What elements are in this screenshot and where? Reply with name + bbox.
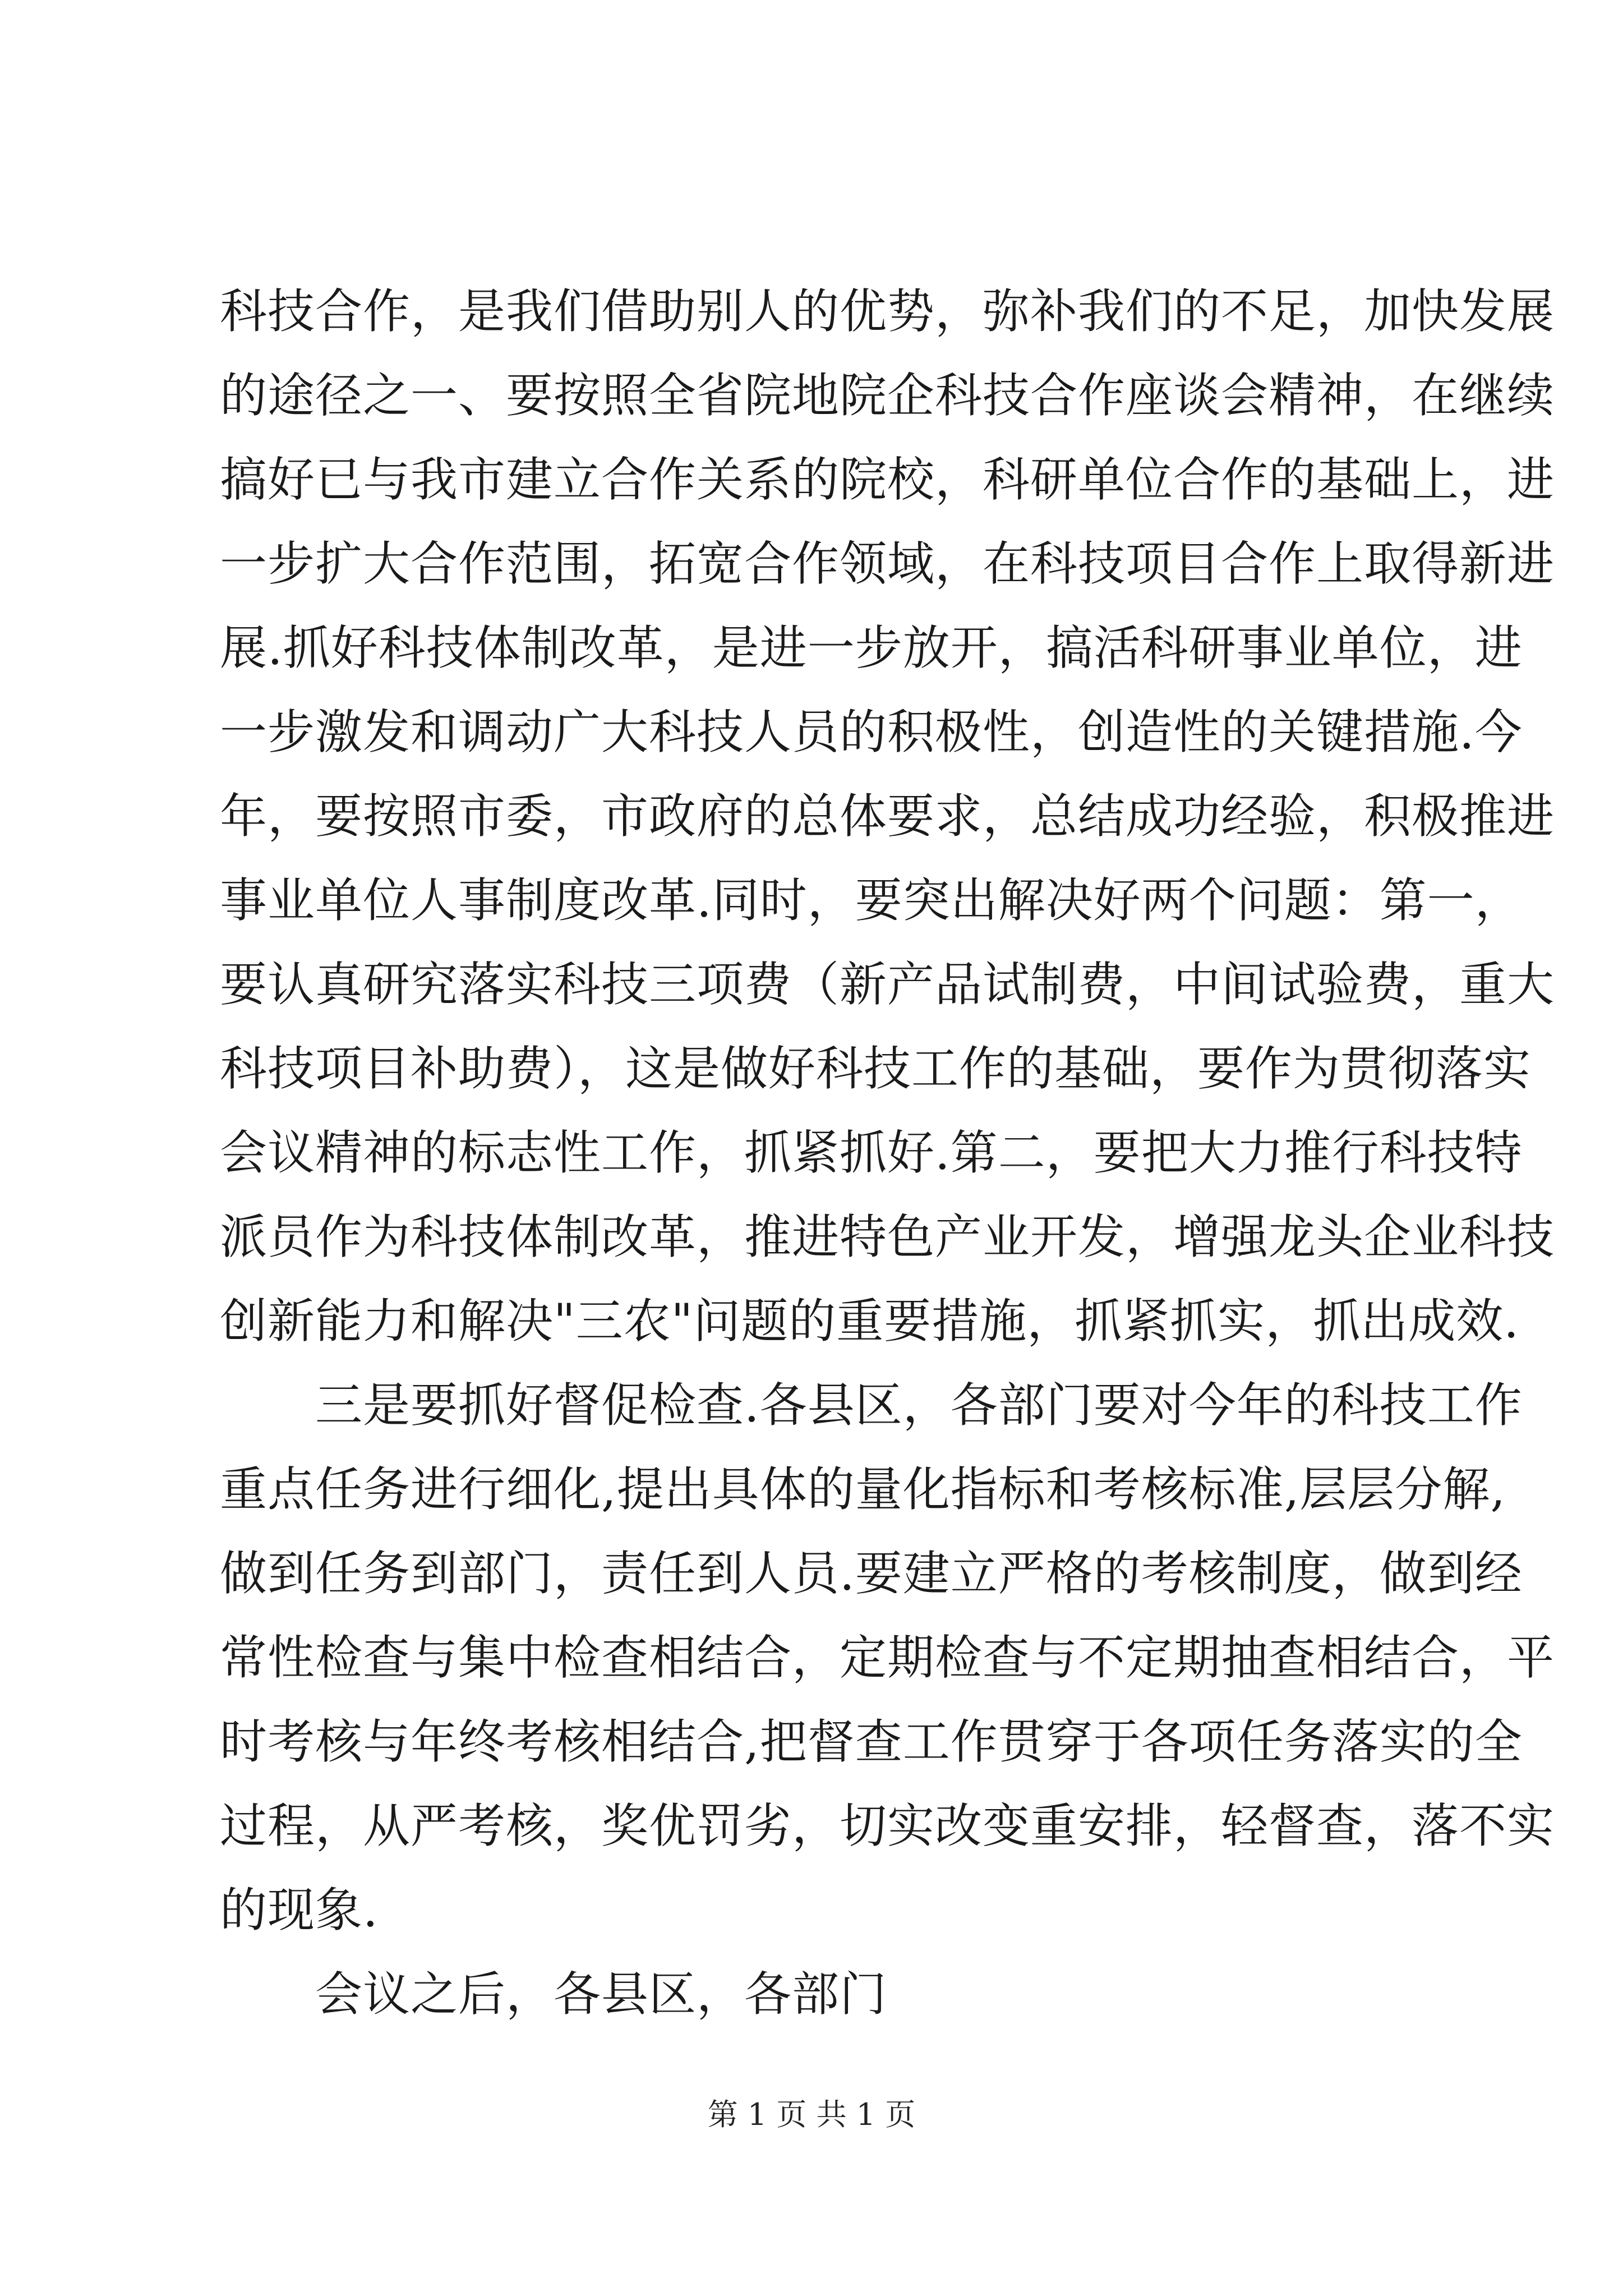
paragraph-line: 科技项目补助费），这是做好科技工作的基础，要作为贯彻落实	[220, 1041, 1532, 1096]
paragraph-line: 做到任务到部门，责任到人员.要建立严格的考核制度，做到经	[220, 1546, 1523, 1601]
paragraph-line: 年，要按照市委，市政府的总体要求，总结成功经验，积极推进	[220, 789, 1555, 844]
paragraph-line: 一步激发和调动广大科技人员的积极性，创造性的关键措施.今	[220, 705, 1523, 760]
paragraph-line: 常性检查与集中检查相结合，定期检查与不定期抽查相结合，平	[220, 1630, 1555, 1685]
paragraph-line: 重点任务进行细化,提出具体的量化指标和考核标准,层层分解,	[220, 1462, 1506, 1517]
paragraph-line: 展.抓好科技体制改革，是进一步放开，搞活科研事业单位，进	[220, 620, 1523, 675]
paragraph-line: 的途径之一、要按照全省院地院企科技合作座谈会精神，在继续	[220, 368, 1555, 423]
paragraph-line: 过程，从严考核，奖优罚劣，切实改变重安排，轻督查，落不实	[220, 1798, 1555, 1853]
paragraph-line: 创新能力和解决"三农"问题的重要措施，抓紧抓实，抓出成效.	[220, 1294, 1519, 1349]
paragraph-line: 搞好已与我市建立合作关系的院校，科研单位合作的基础上，进	[220, 452, 1555, 507]
paragraph-line: 会议之后，各县区，各部门	[315, 1967, 888, 2022]
paragraph-line: 一步扩大合作范围，拓宽合作领域，在科技项目合作上取得新进	[220, 536, 1555, 591]
document-body	[220, 269, 1555, 2036]
paragraph-line: 会议精神的标志性工作，抓紧抓好.第二，要把大力推行科技特	[220, 1125, 1523, 1180]
paragraph-line: 科技合作，是我们借助别人的优势，弥补我们的不足，加快发展	[220, 284, 1555, 339]
paragraph-line: 派员作为科技体制改革，推进特色产业开发，增强龙头企业科技	[220, 1209, 1555, 1264]
paragraph-line: 事业单位人事制度改革.同时，要突出解决好两个问题：第一，	[220, 873, 1523, 928]
paragraph-line: 时考核与年终考核相结合,把督查工作贯穿于各项任务落实的全	[220, 1714, 1523, 1769]
paragraph-line: 三是要抓好督促检查.各县区，各部门要对今年的科技工作	[315, 1378, 1523, 1433]
paragraph-line: 要认真研究落实科技三项费（新产品试制费，中间试验费，重大	[220, 957, 1555, 1012]
paragraph-line: 的现象.	[220, 1883, 379, 1938]
page-number-footer: 第 1 页 共 1 页	[707, 2097, 916, 2132]
